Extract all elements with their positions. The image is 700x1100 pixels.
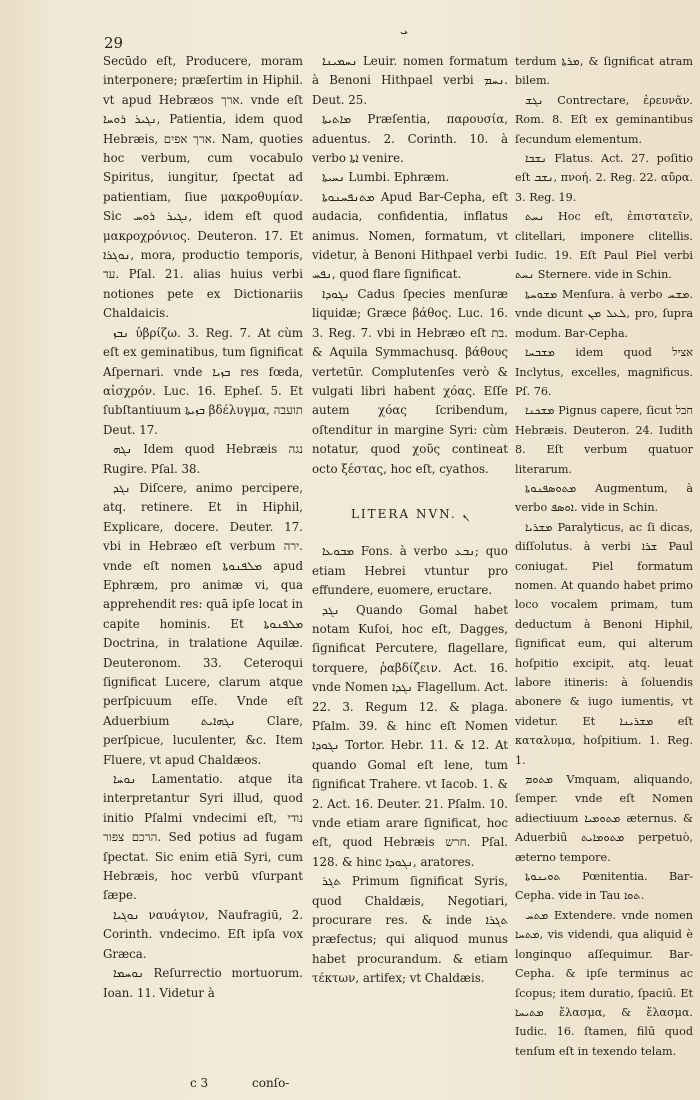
entry: ܡܫܪܝܐ Paralyticus, ac ſi dicas, diſſolutus. à verbi ܫܪܐ Paul coniugat. Piel formatum nomen. At quando habet primo loco vocalem primam, tum deductum à Benoni Hiphil, ſignificat eum, qui alterum hoſpitio excipit, atq. leuat labore itineris: à ſoluendis abonere & iugo iumentis, vt videtur. Et ܡܫܪܝܢܐ eſt καταλυμα, hoſpitium. 1. Reg. 1.	[515, 520, 693, 767]
entry: ܡܒܘܥܐ Fons. à verbo ܢܒܥ; quo etiam Hebrei vtuntur pro effundere, euomere, eructare.	[312, 544, 508, 598]
entry: Secūdo eſt, Producere, moram interponere; præſertim in Hiphil. vt apud Hebræos ארך. vnde eſt ܢܓܝܪ ܪܘܚܐ, Patientia, idem quod Hebræis, ארך אפים. Nam, quoties hoc verbum, cum vocabulo Spiritus, iungitur, ſpectat ad patientiam, ſiue μακροθυμίαν. Sic ܢܓܝܪ ܪܘܚ, idem eſt quod μακροχρόνιος. Deuteron. 17. Et ܢܘܓܪܐ, mora, productio temporis, עד. Pſal. 21. alias huius verbi notiones pete ex Dictionariis Chaldaicis.	[103, 54, 304, 321]
entry: ܢܘܚܡܐ Reſurrectio mortuorum. Ioan. 11. Videtur à	[103, 966, 303, 1000]
entry: ܢܓܗ Idem quod Hebræis נגה Rugire. Pſal. 38.	[103, 442, 303, 476]
entry: ܡܬܘܡ Vmquam, aliquando, ſemper. vnde eſt Nomen adiectiuum ܡܬܘܡܝܐ æternus. & Aduerbiū ܡܬܘܡܐܝܬ perpetuò, æterno tempore.	[515, 773, 693, 864]
entry: ܢܚܝܬܐ Lumbi. Ephræm.	[322, 170, 450, 185]
entry: terdum ܡܪܬܐ, & ſignificat atram bilem.	[515, 55, 693, 88]
column-2	[312, 52, 508, 989]
signature-mark: c 3	[190, 1076, 209, 1090]
entry: ܡܬܢܦܚܢܘܬܐ Apud Bar-Cepha, eſt audacia, confidentia, inflatus animus. Nomen, formatum, vt videtur, à Benoni Hithpael verbi ܢܦܚ, quod flare ſignificat.	[312, 189, 508, 282]
entry: ܢܘܓܝܐ ναυάγιον, Naufragiū, 2. Corinth. vndecimo. Eſt ipſa vox Græca.	[103, 907, 303, 961]
section-mark: ܢ	[462, 506, 470, 521]
entry: ܢܫܒܐ Flatus. Act. 27. poſitio eſt ܢܫܒ, πνοή. 2. Reg. 22. αὔρα. 3. Reg. 19.	[515, 152, 693, 204]
entry: ܬܓܪ Primum ſignificat Syris, quod Chaldæis, Negotiari, procurare res. & inde ܬܓܪܐ præfectus; qui aliquod munus habet procurandum. & etiam τέκτων, artifex; vt Chaldæis.	[312, 874, 508, 986]
entry: ܡܬܚ Extendere. vnde nomen ܡܬܚܐ, vis videndi, qua aliquid è longinquo aſſequimur. Bar-Cepha. & ipſe terminus ac ſcopus; item duratio, ſpaciū. Et ܡܬܝܚܐ ἔλασμα, & ἔλασμα. Iudic. 16. ſtamen, filū quod tenſum eſt in texendo telam.	[515, 908, 693, 1058]
entry: ܢܓܕ Quando Gomal habet notam Kuſoi, hoc eſt, Dagges, ſignificat Percutere, flagellare, torquere, ῥαβδίζειν. Act. 16. vnde Nomen ܢܓܕܐ Flagellum. Act. 22. 3. Regum 12. & plaga. Pſalm. 39. & hinc eſt Nomen ܢܓܘܕܐ Tortor. Hebr. 11. & 12. At quando Gomal eſt lene, tum ſignificat Trahere. vt Iacob. 1. & 2. Act. 16. Deuter. 21. Pſalm. 10. vnde etiam arare ſignificat, hoc eſt, quod Hebræis חרש. Pſal. 128. & hinc ܢܓܘܕܐ, aratores.	[312, 602, 508, 869]
page-footer	[190, 1076, 289, 1090]
entry: ܢܚܡܝܢܐ Leuir. nomen formatum à Benoni Hithpael verbi ܢܚܡ. Deut. 25.	[312, 54, 508, 107]
entry: ܢܒܙ ὑβρίζω. 3. Reg. 7. At cùm eſt ex geminatibus, tum ſignificat Aſpernari. vnde ܒܙܝܐ res fœda, αἰσχρόν. Luc. 16. Epheſ. 5. Et ſubſtantiuum ܒܙܝܬܐ βδέλυγμα, תועבה Deut. 17.	[103, 325, 303, 437]
section-heading	[312, 505, 508, 524]
entry: ܢܘܚܐ Lamentatio. atque ita interpretantur Syri illud, quod initio Pſalmi vndecimi eſt, נודי הרכם צפור. Sed potius ad fugam ſpectat. Sic enim etiā Syri, cum Hebræis, hoc verbū vſurpant ſæpe.	[103, 772, 303, 903]
column-1	[103, 52, 303, 1003]
entry: ܡܐܬܝܬܐ Præſentia, παρουσία, aduentus. 2. Corinth. 10. à verbo ܐܬܐ venire.	[312, 112, 508, 166]
entry: ܡܬܘܣܦܢܘܬܐ Augmentum, à verbo ܐܘܣܦ. vide in Schin.	[515, 481, 693, 515]
entry: ܢܓܫ Contrectare, ἐρευνᾶν. Rom. 8. Eſt ex geminantibus ſecundum elementum.	[515, 93, 693, 146]
entry: ܢܚܬ Hoc eſt, ἐπιστατεῖν, clitellari, imponere clitellis. Iudic. 19. Eſt Paul Piel verbi ܢܚܬ Sternere. vide in Schin.	[515, 210, 693, 282]
header-mark: ܝ	[400, 22, 409, 38]
entry: ܢܓܘܕܐ Cadus ſpecies menſuræ liquidæ; Græce βάθος. Luc. 16. 3. Reg. 7. vbi in Hebræo eſt בת. & Aquila Symmachusq. βάθους vertetūr. Complutenſes verò & vulgati libri habent χόας. Eſſe autem χόας ſcribendum, oſtenditur in margine Syri: cùm notatur, quod χοῦς contineat octo ξέστας, hoc eſt, cyathos.	[312, 286, 508, 476]
entry: ܬܘܝܢܘܬܐ Pœnitentia. Bar-Cepha. vide in Tau ܬܘܐ.	[515, 870, 693, 903]
column-3	[515, 52, 693, 1061]
catchword: conſo-	[252, 1076, 290, 1090]
entry: ܡܫܘܚܬܐ Menſura. à verbo ܡܫܚ. vnde dicunt ܠܥܠ ܡܢ, pro, ſupra modum. Bar-Cepha.	[515, 287, 693, 340]
section-title: LITERA NVN.	[350, 506, 457, 521]
page-number: 29	[104, 34, 124, 52]
entry: ܡܫܒܚܐ idem quod אציל Inclytus, excelles, magnificus. Pſ. 76.	[515, 346, 693, 398]
entry: ܢܓܕ Diſcere, animo percipere, atq. retinere. Et in Hiphil, Explicare, docere. Deuter. 17. vbi in Hebræo eſt verbum ירה. vnde eſt nomen ܡܠܦܢܘܬܐ apud Ephræm, pro animæ vi, qua apprehendit res: quā ipſe locat in capite hominis. Et ܡܠܦܢܘܬܐ Doctrina, in tralatione Aquilæ. Deuteronom. 33. Ceteroqui ſignificat Lucere, clarum atque perſpicuum eſſe. Vnde eſt Aduerbium ܢܓܗܐܝܬ Clare, perſpicue, luculenter, &c. Item Fluere, vt apud Chaldæos.	[103, 480, 303, 767]
entry: ܡܫܟܢܐ Pignus capere, ſicut חבל Hebræis. Deuteron. 24. Iudith 8. Eſt verbum quatuor literarum.	[515, 404, 693, 476]
